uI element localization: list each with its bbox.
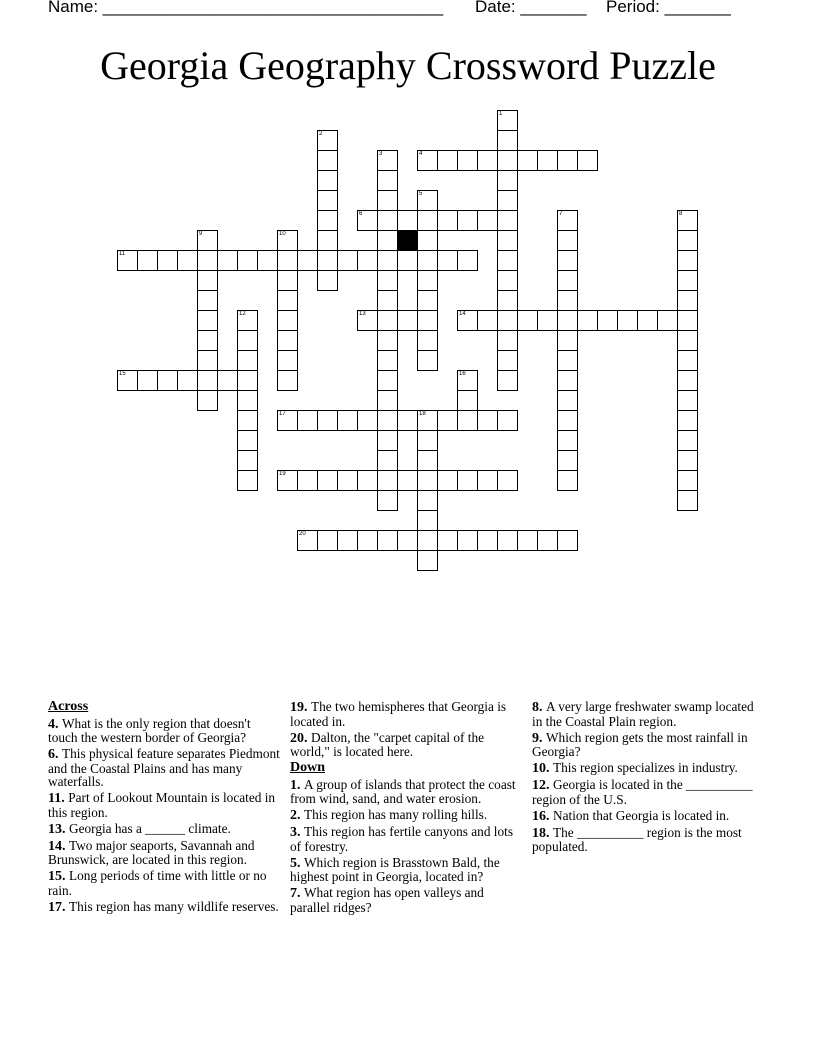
across-heading: Across: [48, 699, 89, 714]
grid-cell[interactable]: [377, 430, 398, 451]
grid-cell[interactable]: [237, 370, 258, 391]
clue-number-label: 6.: [48, 747, 62, 762]
grid-cell[interactable]: [377, 490, 398, 511]
grid-cell[interactable]: [317, 470, 338, 491]
grid-cell[interactable]: [457, 310, 478, 331]
grid-cell[interactable]: [557, 350, 578, 371]
grid-cell[interactable]: [197, 270, 218, 291]
grid-cell[interactable]: [497, 250, 518, 271]
grid-cell[interactable]: [137, 370, 158, 391]
grid-cell[interactable]: [497, 110, 518, 131]
grid-cell[interactable]: [637, 310, 658, 331]
grid-cell[interactable]: [277, 270, 298, 291]
clue-number: 13: [359, 311, 366, 317]
grid-cell[interactable]: [677, 330, 698, 351]
name-field[interactable]: Name: ____________________________________: [48, 0, 444, 16]
grid-cell[interactable]: [357, 470, 378, 491]
grid-cell[interactable]: [497, 170, 518, 191]
grid-cell[interactable]: [477, 310, 498, 331]
grid-cell[interactable]: [377, 290, 398, 311]
clue-number-label: 10.: [532, 761, 553, 776]
grid-cell[interactable]: [457, 370, 478, 391]
grid-cell[interactable]: [497, 290, 518, 311]
grid-cell[interactable]: [377, 210, 398, 231]
grid-cell[interactable]: [557, 410, 578, 431]
grid-cell[interactable]: [417, 250, 438, 271]
grid-cell[interactable]: [377, 350, 398, 371]
clue-number: 8: [679, 211, 683, 217]
clue-number: 16: [459, 371, 466, 377]
grid-cell[interactable]: [517, 530, 538, 551]
grid-cell[interactable]: [557, 250, 578, 271]
grid-cell[interactable]: [457, 210, 478, 231]
clue-item: [48, 869, 280, 897]
grid-cell[interactable]: [377, 370, 398, 391]
grid-cell[interactable]: [557, 450, 578, 471]
clue-number: 9: [199, 231, 203, 237]
clue-number: 11: [119, 251, 126, 257]
clue-item: [48, 791, 280, 819]
clue-number-label: 5.: [290, 855, 304, 871]
grid-cell[interactable]: [297, 530, 318, 551]
clue-text: This region has fertile canyons and lots of forestry.: [290, 824, 514, 854]
clue-number-label: 15.: [48, 869, 69, 884]
clue-text: Part of Lookout Mountain is located in this region.: [48, 790, 276, 820]
clue-number: 12: [239, 311, 246, 317]
grid-cell[interactable]: [577, 150, 598, 171]
grid-cell[interactable]: [537, 150, 558, 171]
clue-item: [532, 826, 764, 854]
grid-cell[interactable]: [157, 250, 178, 271]
clue-text: Georgia is located in the __________ region of the U.S.: [532, 777, 753, 807]
clue-number: 20: [299, 531, 306, 537]
clue-number: 15: [119, 371, 126, 377]
clue-number: 5: [419, 191, 423, 197]
clue-number-label: 1.: [290, 777, 304, 793]
grid-cell[interactable]: [677, 450, 698, 471]
clue-text: Georgia has a ______ climate.: [69, 820, 231, 836]
grid-cell[interactable]: [557, 330, 578, 351]
clue-text: A group of islands that protect the coast from wind, sand, and water erosion.: [290, 776, 516, 806]
grid-cell[interactable]: [237, 470, 258, 491]
grid-cell[interactable]: [317, 190, 338, 211]
down-heading: Down: [290, 760, 326, 775]
grid-cell[interactable]: [497, 330, 518, 351]
grid-cell[interactable]: [397, 310, 418, 331]
grid-cell[interactable]: [417, 210, 438, 231]
grid-cell[interactable]: [677, 370, 698, 391]
grid-cell[interactable]: [377, 330, 398, 351]
grid-cell[interactable]: [237, 250, 258, 271]
grid-cell[interactable]: [337, 530, 358, 551]
grid-cell[interactable]: [417, 310, 438, 331]
clue-column-2: [290, 700, 522, 917]
grid-cell[interactable]: [397, 250, 418, 271]
grid-cell[interactable]: [417, 290, 438, 311]
grid-cell[interactable]: [417, 490, 438, 511]
clue-item: [290, 731, 522, 759]
clue-text: This region has many wildlife reserves.: [69, 898, 279, 914]
clue-number-label: 3.: [290, 825, 304, 840]
grid-cell[interactable]: [477, 530, 498, 551]
grid-cell[interactable]: [237, 450, 258, 471]
clue-number-label: 9.: [532, 730, 546, 746]
black-square: [397, 230, 418, 251]
grid-cell[interactable]: [317, 410, 338, 431]
grid-cell[interactable]: [317, 170, 338, 191]
clue-text: What region has open valleys and parallel ridges?: [290, 885, 484, 915]
grid-cell[interactable]: [497, 470, 518, 491]
grid-cell[interactable]: [377, 170, 398, 191]
clue-number-label: 14.: [48, 838, 69, 854]
clue-text: The two hemispheres that Georgia is located in.: [290, 699, 507, 729]
grid-cell[interactable]: [677, 490, 698, 511]
grid-cell[interactable]: [277, 350, 298, 371]
grid-cell[interactable]: [297, 470, 318, 491]
grid-cell[interactable]: [277, 410, 298, 431]
clue-column-3: [532, 700, 764, 856]
clue-text: This physical feature separates Piedmont and the Coastal Plains and has many waterfalls.: [48, 746, 280, 789]
grid-cell[interactable]: [417, 330, 438, 351]
grid-cell[interactable]: [157, 370, 178, 391]
grid-cell[interactable]: [297, 410, 318, 431]
grid-cell[interactable]: [397, 210, 418, 231]
clue-text: Nation that Georgia is located in.: [553, 807, 730, 823]
clue-number: 14: [459, 311, 466, 317]
grid-cell[interactable]: [277, 330, 298, 351]
grid-cell[interactable]: [397, 530, 418, 551]
grid-cell[interactable]: [397, 470, 418, 491]
grid-cell[interactable]: [197, 310, 218, 331]
clue-item: [532, 761, 764, 776]
grid-cell[interactable]: [317, 530, 338, 551]
grid-cell[interactable]: [497, 230, 518, 251]
grid-cell[interactable]: [557, 230, 578, 251]
grid-cell[interactable]: [497, 270, 518, 291]
grid-cell[interactable]: [477, 470, 498, 491]
clue-item: [290, 856, 522, 884]
grid-cell[interactable]: [557, 390, 578, 411]
grid-cell[interactable]: [317, 230, 338, 251]
clue-text: A very large freshwater swamp located in the Coastal Plain region.: [532, 699, 754, 729]
clue-item: [48, 900, 280, 915]
clue-number-label: 7.: [290, 886, 304, 901]
grid-cell[interactable]: [417, 190, 438, 211]
clue-text: Long periods of time with little or no rain.: [48, 868, 267, 898]
grid-cell[interactable]: [257, 250, 278, 271]
grid-cell[interactable]: [317, 150, 338, 171]
grid-cell[interactable]: [197, 290, 218, 311]
grid-cell[interactable]: [417, 410, 438, 431]
grid-cell[interactable]: [617, 310, 638, 331]
clue-number-label: 2.: [290, 808, 304, 823]
grid-cell[interactable]: [497, 310, 518, 331]
clue-text: What is the only region that doesn't touch the western border of Georgia?: [48, 715, 251, 745]
grid-cell[interactable]: [317, 210, 338, 231]
grid-cell[interactable]: [517, 310, 538, 331]
grid-cell[interactable]: [457, 250, 478, 271]
clue-number-label: 4.: [48, 716, 62, 732]
grid-cell[interactable]: [377, 310, 398, 331]
clue-column-1: [48, 700, 280, 917]
clue-number-label: 13.: [48, 821, 69, 837]
grid-cell[interactable]: [497, 370, 518, 391]
clue-item: [48, 839, 280, 867]
grid-cell[interactable]: [237, 330, 258, 351]
grid-cell[interactable]: [297, 250, 318, 271]
grid-cell[interactable]: [377, 230, 398, 251]
period-field[interactable]: Period: _______: [606, 0, 731, 16]
grid-cell[interactable]: [337, 410, 358, 431]
grid-cell[interactable]: [677, 430, 698, 451]
grid-cell[interactable]: [377, 410, 398, 431]
grid-cell[interactable]: [357, 410, 378, 431]
clue-item: [532, 700, 764, 728]
grid-cell[interactable]: [357, 530, 378, 551]
clue-text: Which region gets the most rainfall in Georgia?: [532, 729, 748, 759]
grid-cell[interactable]: [677, 230, 698, 251]
grid-cell[interactable]: [677, 470, 698, 491]
clue-number: 4: [419, 151, 423, 157]
grid-cell[interactable]: [477, 210, 498, 231]
grid-cell[interactable]: [357, 250, 378, 271]
grid-cell[interactable]: [457, 470, 478, 491]
grid-cell[interactable]: [417, 230, 438, 251]
grid-cell[interactable]: [677, 270, 698, 291]
grid-cell[interactable]: [497, 410, 518, 431]
grid-cell[interactable]: [437, 470, 458, 491]
clue-number-label: 19.: [290, 700, 311, 715]
clue-number: 3: [379, 151, 383, 157]
grid-cell[interactable]: [377, 530, 398, 551]
clue-text: Dalton, the "carpet capital of the world," is located here.: [290, 729, 485, 759]
grid-cell[interactable]: [317, 250, 338, 271]
grid-cell[interactable]: [237, 410, 258, 431]
grid-cell[interactable]: [197, 370, 218, 391]
grid-cell[interactable]: [417, 470, 438, 491]
grid-cell[interactable]: [677, 410, 698, 431]
clue-item: [290, 700, 522, 728]
grid-cell[interactable]: [217, 370, 238, 391]
grid-cell[interactable]: [517, 150, 538, 171]
grid-cell[interactable]: [377, 270, 398, 291]
grid-cell[interactable]: [437, 530, 458, 551]
grid-cell[interactable]: [377, 150, 398, 171]
date-field[interactable]: Date: _______: [475, 0, 587, 16]
grid-cell[interactable]: [337, 250, 358, 271]
clue-item: [48, 822, 280, 837]
grid-cell[interactable]: [557, 310, 578, 331]
grid-cell[interactable]: [657, 310, 678, 331]
grid-cell[interactable]: [677, 250, 698, 271]
grid-cell[interactable]: [417, 550, 438, 571]
grid-cell[interactable]: [677, 350, 698, 371]
grid-cell[interactable]: [557, 150, 578, 171]
grid-cell[interactable]: [497, 350, 518, 371]
grid-cell[interactable]: [117, 250, 138, 271]
clue-number-label: 11.: [48, 791, 69, 806]
clue-item: [532, 778, 764, 806]
grid-cell[interactable]: [317, 270, 338, 291]
grid-cell[interactable]: [217, 250, 238, 271]
grid-cell[interactable]: [377, 190, 398, 211]
clue-number-label: 20.: [290, 730, 311, 746]
grid-cell[interactable]: [597, 310, 618, 331]
grid-cell[interactable]: [417, 270, 438, 291]
clue-item: [532, 809, 764, 824]
grid-cell[interactable]: [537, 530, 558, 551]
grid-cell[interactable]: [197, 250, 218, 271]
grid-cell[interactable]: [237, 310, 258, 331]
grid-cell[interactable]: [497, 130, 518, 151]
grid-cell[interactable]: [557, 210, 578, 231]
grid-cell[interactable]: [177, 250, 198, 271]
grid-cell[interactable]: [677, 310, 698, 331]
grid-cell[interactable]: [497, 210, 518, 231]
grid-cell[interactable]: [197, 390, 218, 411]
clue-text: Two major seaports, Savannah and Brunswick, are located in this region.: [48, 837, 255, 867]
clue-number-label: 17.: [48, 899, 69, 915]
clue-item: [290, 808, 522, 823]
grid-cell[interactable]: [457, 150, 478, 171]
clue-item: [290, 825, 522, 853]
grid-cell[interactable]: [557, 290, 578, 311]
grid-cell[interactable]: [237, 430, 258, 451]
clue-number: 19: [279, 471, 286, 477]
grid-cell[interactable]: [237, 350, 258, 371]
grid-cell[interactable]: [197, 230, 218, 251]
clue-number: 10: [279, 231, 286, 237]
grid-cell[interactable]: [497, 190, 518, 211]
grid-cell[interactable]: [497, 150, 518, 171]
clue-number: 6: [359, 211, 363, 217]
grid-cell[interactable]: [417, 530, 438, 551]
grid-cell[interactable]: [537, 310, 558, 331]
grid-cell[interactable]: [117, 370, 138, 391]
grid-cell[interactable]: [277, 370, 298, 391]
grid-cell[interactable]: [417, 150, 438, 171]
grid-cell[interactable]: [437, 250, 458, 271]
clue-number: 7: [559, 211, 563, 217]
grid-cell[interactable]: [677, 210, 698, 231]
clue-item: [48, 717, 280, 745]
grid-cell[interactable]: [377, 470, 398, 491]
clue-number: 2: [319, 131, 323, 137]
grid-cell[interactable]: [337, 470, 358, 491]
clue-number-label: 8.: [532, 700, 546, 715]
clue-number-label: 12.: [532, 778, 553, 793]
grid-cell[interactable]: [277, 250, 298, 271]
grid-cell[interactable]: [277, 230, 298, 251]
grid-cell[interactable]: [477, 410, 498, 431]
grid-cell[interactable]: [557, 370, 578, 391]
grid-cell[interactable]: [477, 150, 498, 171]
grid-cell[interactable]: [277, 470, 298, 491]
grid-cell[interactable]: [677, 390, 698, 411]
grid-cell[interactable]: [457, 530, 478, 551]
grid-cell[interactable]: [557, 470, 578, 491]
grid-cell[interactable]: [437, 410, 458, 431]
grid-cell[interactable]: [397, 410, 418, 431]
grid-cell[interactable]: [557, 430, 578, 451]
grid-cell[interactable]: [497, 530, 518, 551]
grid-cell[interactable]: [197, 330, 218, 351]
grid-cell[interactable]: [557, 270, 578, 291]
grid-cell[interactable]: [457, 390, 478, 411]
grid-cell[interactable]: [277, 290, 298, 311]
grid-cell[interactable]: [417, 430, 438, 451]
grid-cell[interactable]: [277, 310, 298, 331]
grid-cell[interactable]: [377, 250, 398, 271]
grid-cell[interactable]: [557, 530, 578, 551]
grid-cell[interactable]: [417, 350, 438, 371]
clue-item: [48, 747, 280, 789]
grid-cell[interactable]: [357, 310, 378, 331]
clue-number-label: 16.: [532, 808, 553, 824]
grid-cell[interactable]: [237, 390, 258, 411]
grid-cell[interactable]: [177, 370, 198, 391]
grid-cell[interactable]: [377, 390, 398, 411]
grid-cell[interactable]: [457, 410, 478, 431]
clue-item: [532, 731, 764, 759]
grid-cell[interactable]: [377, 450, 398, 471]
clue-text: This region has many rolling hills.: [304, 807, 488, 822]
grid-cell[interactable]: [437, 210, 458, 231]
clue-item: [290, 886, 522, 914]
grid-cell[interactable]: [577, 310, 598, 331]
grid-cell[interactable]: [137, 250, 158, 271]
grid-cell[interactable]: [437, 150, 458, 171]
clue-number: 17: [279, 411, 286, 417]
puzzle-title: Georgia Geography Crossword Puzzle: [100, 43, 716, 88]
clue-number: 18: [419, 411, 426, 417]
grid-cell[interactable]: [317, 130, 338, 151]
grid-cell[interactable]: [197, 350, 218, 371]
clue-text: This region specializes in industry.: [553, 760, 738, 775]
clue-text: Which region is Brasstown Bald, the highest point in Georgia, located in?: [290, 854, 500, 884]
clue-number-label: 18.: [532, 825, 553, 841]
clue-number: 1: [499, 111, 503, 117]
grid-cell[interactable]: [417, 510, 438, 531]
grid-cell[interactable]: [677, 290, 698, 311]
clue-item: [290, 778, 522, 806]
clue-text: The __________ region is the most populated.: [532, 824, 742, 854]
grid-cell[interactable]: [357, 210, 378, 231]
grid-cell[interactable]: [417, 450, 438, 471]
